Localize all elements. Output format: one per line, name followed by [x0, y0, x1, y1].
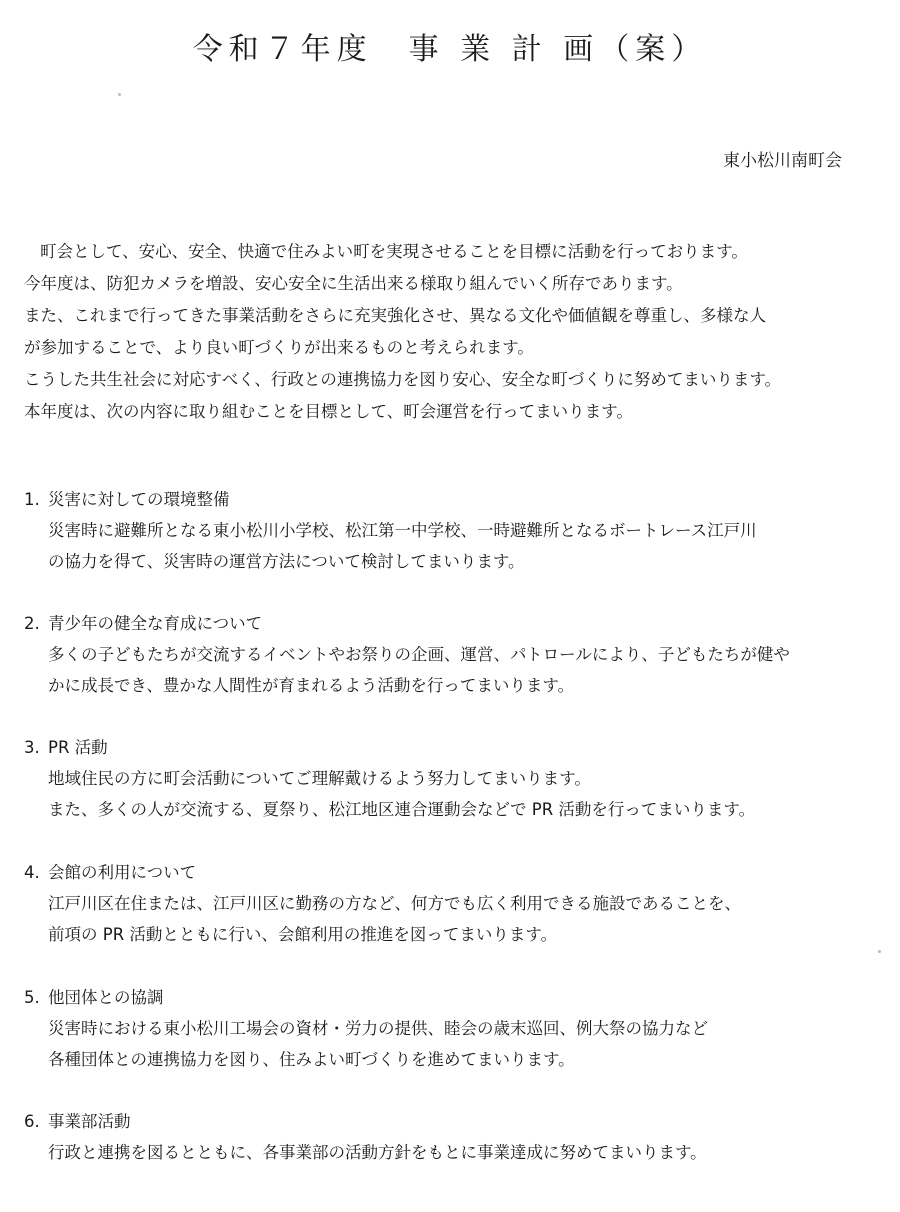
scan-speck [878, 950, 881, 953]
section-number: 2. [24, 614, 40, 633]
section-number: 1. [24, 490, 40, 509]
section-line: 災害時に避難所となる東小松川小学校、松江第一中学校、一時避難所となるボートレース江戸川 [48, 521, 757, 540]
section-number: 4. [24, 863, 40, 882]
section-title: PR 活動 [48, 738, 108, 757]
document-title: 令和７年度 事 業 計 画（案） [192, 32, 708, 67]
section-title: 事業部活動 [48, 1112, 131, 1131]
section-line: 多くの子どもたちが交流するイベントやお祭りの企画、運営、パトロールにより、子どもたちが健や [48, 645, 790, 664]
section-line: 前項の PR 活動とともに行い、会館利用の推進を図ってまいります。 [48, 925, 558, 944]
organization-name: 東小松川南町会 [723, 151, 842, 171]
intro-line: 町会として、安心、安全、快適で住みよい町を実現させることを目標に活動を行っております。 [40, 242, 748, 261]
section-line: 災害時における東小松川工場会の資材・労力の提供、睦会の歳末巡回、例大祭の協力など [48, 1019, 708, 1038]
section-number: 6. [24, 1112, 40, 1131]
section-heading [24, 608, 874, 639]
intro-line: 今年度は、防犯カメラを増設、安心安全に生活出来る様取り組んでいく所存であります。 [24, 274, 683, 293]
section-1 [24, 484, 874, 577]
section-heading [24, 982, 874, 1013]
section-line: 地域住民の方に町会活動についてご理解戴けるよう努力してまいります。 [48, 769, 591, 788]
section-heading [24, 484, 874, 515]
section-title: 他団体との協調 [48, 988, 164, 1007]
section-number: 3. [24, 738, 40, 757]
section-heading [24, 1106, 874, 1137]
section-2 [24, 608, 874, 701]
intro-line: が参加することで、より良い町づくりが出来るものと考えられます。 [24, 338, 534, 357]
intro-paragraph [24, 236, 874, 428]
section-title: 会館の利用について [48, 863, 197, 882]
section-3 [24, 732, 874, 825]
intro-line: 本年度は、次の内容に取り組むことを目標として、町会運営を行ってまいります。 [24, 402, 633, 421]
section-title: 青少年の健全な育成について [48, 614, 263, 633]
section-line: 各種団体との連携協力を図り、住みよい町づくりを進めてまいります。 [48, 1050, 575, 1069]
scan-speck [118, 93, 121, 96]
section-line: 行政と連携を図るとともに、各事業部の活動方針をもとに事業達成に努めてまいります。 [48, 1143, 707, 1162]
section-line: の協力を得て、災害時の運営方法について検討してまいります。 [48, 552, 525, 571]
section-6 [24, 1106, 874, 1168]
section-4 [24, 857, 874, 950]
section-title: 災害に対しての環境整備 [48, 490, 230, 509]
intro-line: また、これまで行ってきた事業活動をさらに充実強化させ、異なる文化や価値観を尊重し、多様な人 [24, 306, 767, 325]
intro-line: こうした共生社会に対応すべく、行政との連携協力を図り安心、安全な町づくりに努めてまいります。 [24, 370, 782, 389]
section-line: また、多くの人が交流する、夏祭り、松江地区連合運動会などで PR 活動を行ってまいります。 [48, 800, 756, 819]
section-heading [24, 732, 874, 763]
section-heading [24, 857, 874, 888]
section-number: 5. [24, 988, 40, 1007]
section-line: かに成長でき、豊かな人間性が育まれるよう活動を行ってまいります。 [48, 676, 575, 695]
section-line: 江戸川区在住または、江戸川区に勤務の方など、何方でも広く利用できる施設であることを、 [48, 894, 741, 913]
section-5 [24, 982, 874, 1075]
